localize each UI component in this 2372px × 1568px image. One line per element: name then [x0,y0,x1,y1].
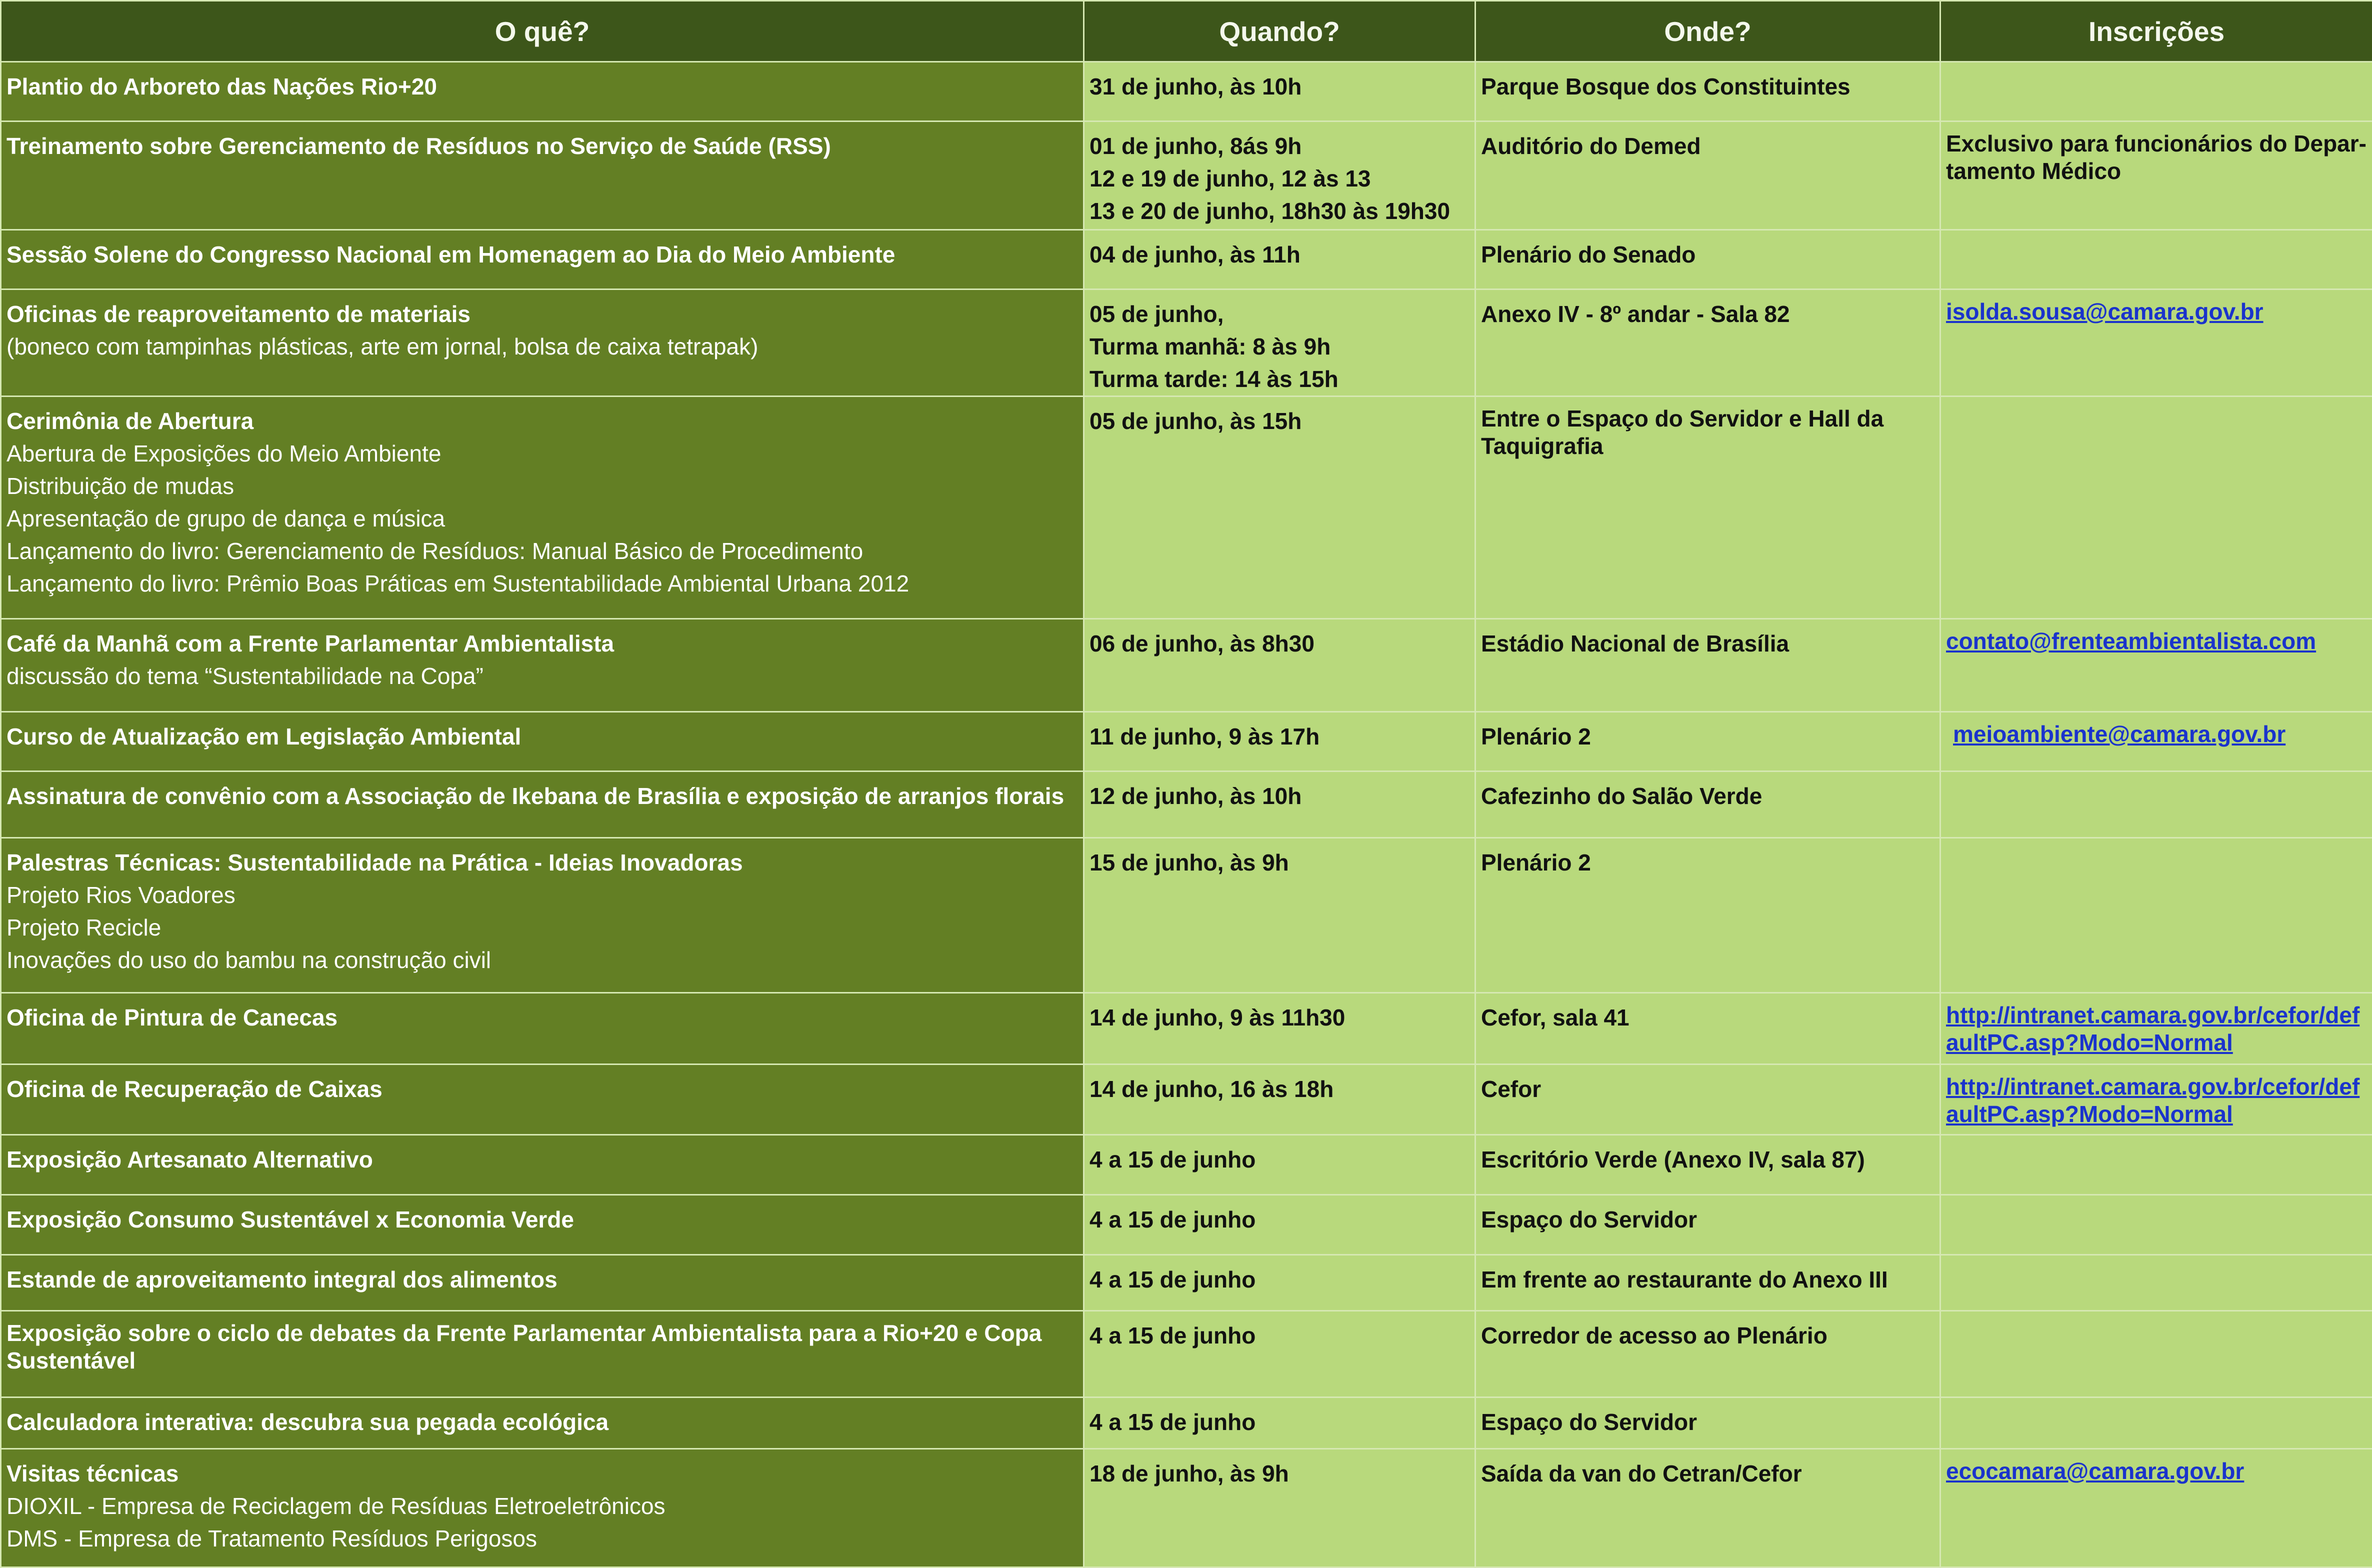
event-title: Visitas técnicas [6,1458,1078,1490]
table-row [1,230,2372,290]
date-text: 4 a 15 de junho [1090,1144,1470,1176]
table-row [1,122,2372,230]
event-detail: discussão do tema “Sustentabilidade na Copa” [6,660,1078,692]
event-cell [1,993,1084,1064]
table-row [1,1135,2372,1195]
date-text: 14 de junho, 16 às 18h [1090,1073,1470,1106]
table-row [1,62,2372,122]
event-title: Sessão Solene do Congresso Nacional em Homenagem ao Dia do Meio Ambiente [6,238,1078,271]
location-text: Plenário do Senado [1481,238,1934,271]
location-text: Parque Bosque dos Constituintes [1481,70,1934,103]
header-when: Quando? [1084,1,1476,62]
location-cell [1476,62,1940,122]
registration-cell [1940,1255,2372,1311]
date-text: 15 de junho, às 9h [1090,846,1470,879]
registration-cell [1940,1311,2372,1398]
date-text: 4 a 15 de junho [1090,1204,1470,1236]
registration-cell [1940,712,2372,772]
registration-cell [1940,1398,2372,1449]
event-title: Cerimônia de Abertura [6,405,1078,438]
location-cell [1476,1064,1940,1135]
location-text: Espaço do Servidor [1481,1406,1934,1438]
registration-cell [1940,619,2372,712]
location-text: Cefor [1481,1073,1934,1106]
date-cell [1084,62,1476,122]
date-cell [1084,1449,1476,1568]
event-title: Exposição sobre o ciclo de debates da Frente Parlamentar Ambientalista para a Rio+20 e Copa Sustentável [6,1320,1078,1374]
registration-cell [1940,122,2372,230]
location-cell [1476,838,1940,993]
email-link[interactable]: ecocamara@camara.gov.br [1946,1458,2244,1484]
location-text: Escritório Verde (Anexo IV, sala 87) [1481,1144,1934,1176]
location-cell [1476,1311,1940,1398]
location-text: Corredor de acesso ao Plenário [1481,1320,1934,1352]
registration-note: Exclusivo para funcionários do Depar-tamento Médico [1946,130,2367,185]
table-row [1,712,2372,772]
table-row [1,993,2372,1064]
date-cell [1084,838,1476,993]
registration-cell [1940,838,2372,993]
date-cell [1084,122,1476,230]
event-detail: (boneco com tampinhas plásticas, arte em jornal, bolsa de caixa tetrapak) [6,330,1078,363]
registration-cell [1940,993,2372,1064]
event-detail: Distribuição de mudas [6,470,1078,502]
event-cell [1,1064,1084,1135]
table-row [1,1064,2372,1135]
event-title: Oficinas de reaproveitamento de materiais [6,298,1078,330]
date-text: 04 de junho, às 11h [1090,238,1470,271]
location-text: Espaço do Servidor [1481,1204,1934,1236]
location-text: Em frente ao restaurante do Anexo III [1481,1264,1934,1296]
location-text: Plenário 2 [1481,846,1934,879]
date-text: Turma tarde: 14 às 15h [1090,363,1470,396]
event-detail: Lançamento do livro: Gerenciamento de Resíduos: Manual Básico de Procedimento [6,535,1078,568]
date-cell [1084,1135,1476,1195]
location-text: Saída da van do Cetran/Cefor [1481,1458,1934,1490]
event-cell [1,290,1084,396]
location-text: Cafezinho do Salão Verde [1481,780,1934,812]
event-title: Café da Manhã com a Frente Parlamentar Ambientalista [6,628,1078,660]
location-cell [1476,122,1940,230]
location-cell [1476,772,1940,838]
date-cell [1084,290,1476,396]
event-cell [1,838,1084,993]
event-cell [1,230,1084,290]
location-text: Estádio Nacional de Brasília [1481,628,1934,660]
date-text: 14 de junho, 9 às 11h30 [1090,1002,1470,1034]
event-detail: Projeto Recicle [6,912,1078,944]
date-text: 18 de junho, às 9h [1090,1458,1470,1490]
location-text: Anexo IV - 8º andar - Sala 82 [1481,298,1934,330]
event-title: Calculadora interativa: descubra sua pegada ecológica [6,1406,1078,1438]
event-cell [1,62,1084,122]
date-cell [1084,230,1476,290]
location-cell [1476,1135,1940,1195]
date-text: 4 a 15 de junho [1090,1320,1470,1352]
event-title: Oficina de Recuperação de Caixas [6,1073,1078,1106]
event-title: Exposição Artesanato Alternativo [6,1144,1078,1176]
event-cell [1,1311,1084,1398]
location-cell [1476,230,1940,290]
event-cell [1,1449,1084,1568]
date-text: 31 de junho, às 10h [1090,70,1470,103]
table-row [1,772,2372,838]
event-title: Palestras Técnicas: Sustentabilidade na Prática - Ideias Inovadoras [6,846,1078,879]
email-link[interactable]: contato@frenteambientalista.com [1946,628,2316,654]
date-text: 01 de junho, 8ás 9h [1090,130,1470,162]
table-row [1,619,2372,712]
location-text: Cefor, sala 41 [1481,1002,1934,1034]
table-row [1,1311,2372,1398]
date-cell [1084,1195,1476,1255]
event-detail: Lançamento do livro: Prêmio Boas Práticas em Sustentabilidade Ambiental Urbana 2012 [6,568,1078,600]
registration-link[interactable]: http://intranet.camara.gov.br/cefor/defaultPC.asp?Modo=Normal [1946,1002,2367,1056]
event-title: Estande de aproveitamento integral dos alimentos [6,1264,1078,1296]
location-text: Plenário 2 [1481,720,1934,753]
date-text: Turma manhã: 8 às 9h [1090,330,1470,363]
header-registration: Inscrições [1940,1,2372,62]
date-text: 05 de junho, [1090,298,1470,330]
location-cell [1476,290,1940,396]
location-cell [1476,619,1940,712]
event-title: Oficina de Pintura de Canecas [6,1002,1078,1034]
event-detail: Abertura de Exposições do Meio Ambiente [6,438,1078,470]
location-text: Auditório do Demed [1481,130,1934,162]
date-cell [1084,619,1476,712]
table-row [1,1449,2372,1568]
event-title: Treinamento sobre Gerenciamento de Resíduos no Serviço de Saúde (RSS) [6,130,1078,162]
location-cell [1476,1449,1940,1568]
table-row [1,1195,2372,1255]
date-text: 4 a 15 de junho [1090,1406,1470,1438]
table-row [1,838,2372,993]
event-cell [1,122,1084,230]
location-cell [1476,1195,1940,1255]
location-cell [1476,396,1940,619]
date-cell [1084,1255,1476,1311]
event-cell [1,619,1084,712]
header-row [1,1,2372,62]
date-cell [1084,1311,1476,1398]
event-detail: DIOXIL - Empresa de Reciclagem de Resíduas Eletroeletrônicos [6,1490,1078,1522]
date-text: 13 e 20 de junho, 18h30 às 19h30 [1090,195,1470,228]
event-detail: Projeto Rios Voadores [6,879,1078,912]
location-text: Entre o Espaço do Servidor e Hall da Taquigrafia [1481,405,1934,460]
registration-cell [1940,772,2372,838]
date-cell [1084,772,1476,838]
date-text: 4 a 15 de junho [1090,1264,1470,1296]
date-text: 11 de junho, 9 às 17h [1090,720,1470,753]
schedule-body [1,62,2372,1568]
date-cell [1084,396,1476,619]
table-row [1,1255,2372,1311]
event-cell [1,1255,1084,1311]
location-cell [1476,712,1940,772]
table-row [1,1398,2372,1449]
event-cell [1,772,1084,838]
table-row [1,396,2372,619]
location-cell [1476,1255,1940,1311]
location-cell [1476,1398,1940,1449]
date-cell [1084,993,1476,1064]
header-where: Onde? [1476,1,1940,62]
event-cell [1,1135,1084,1195]
registration-cell [1940,1064,2372,1135]
registration-cell [1940,396,2372,619]
event-cell [1,712,1084,772]
date-text: 05 de junho, às 15h [1090,405,1470,438]
email-link[interactable]: meioambiente@camara.gov.br [1953,721,2286,747]
header-what: O quê? [1,1,1084,62]
event-title: Exposição Consumo Sustentável x Economia Verde [6,1204,1078,1236]
registration-cell [1940,1449,2372,1568]
registration-cell [1940,290,2372,396]
registration-cell [1940,1195,2372,1255]
event-title: Plantio do Arboreto das Nações Rio+20 [6,70,1078,103]
date-text: 06 de junho, às 8h30 [1090,628,1470,660]
registration-cell [1940,230,2372,290]
event-detail: DMS - Empresa de Tratamento Resíduos Perigosos [6,1522,1078,1555]
event-title: Assinatura de convênio com a Associação de Ikebana de Brasília e exposição de arranjos florais [6,780,1078,812]
event-title: Curso de Atualização em Legislação Ambiental [6,720,1078,753]
event-cell [1,1195,1084,1255]
date-text: 12 e 19 de junho, 12 às 13 [1090,162,1470,195]
table-row [1,290,2372,396]
date-cell [1084,1064,1476,1135]
registration-cell [1940,62,2372,122]
date-cell [1084,712,1476,772]
location-cell [1476,993,1940,1064]
date-cell [1084,1398,1476,1449]
event-cell [1,1398,1084,1449]
registration-cell [1940,1135,2372,1195]
event-cell [1,396,1084,619]
event-detail: Inovações do uso do bambu na construção civil [6,944,1078,976]
event-detail: Apresentação de grupo de dança e música [6,502,1078,535]
email-link[interactable]: isolda.sousa@camara.gov.br [1946,298,2264,324]
registration-link[interactable]: http://intranet.camara.gov.br/cefor/defaultPC.asp?Modo=Normal [1946,1073,2367,1128]
date-text: 12 de junho, às 10h [1090,780,1470,812]
